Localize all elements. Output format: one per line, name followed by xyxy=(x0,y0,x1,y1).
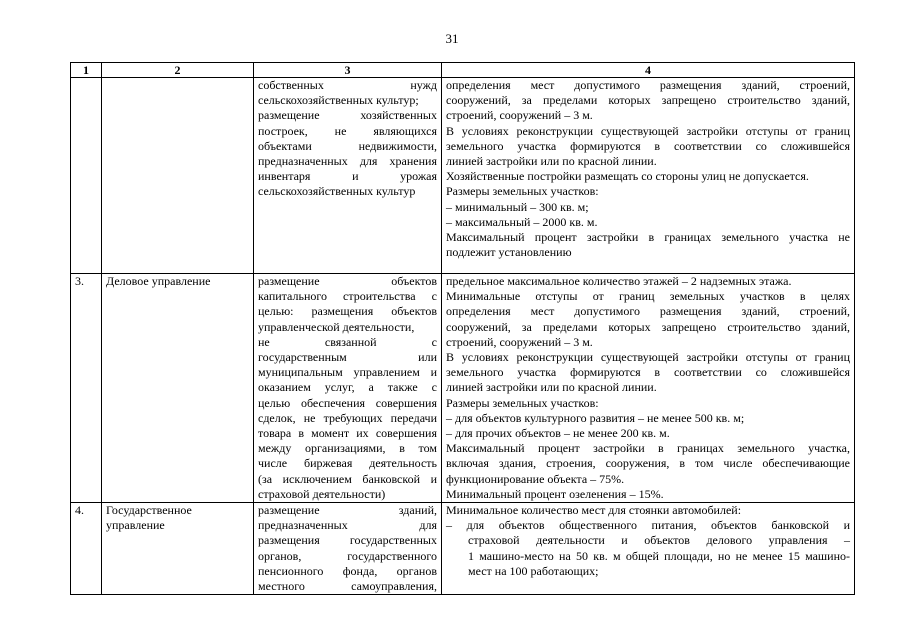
row-number: 3. xyxy=(71,274,102,503)
text-line: страховой деятельности и объектов делового управления – xyxy=(468,533,850,548)
text-line: Минимальные отступы от границ земельных участков в целях xyxy=(446,289,850,304)
use-description xyxy=(254,78,442,274)
header-col-2: 2 xyxy=(102,63,254,78)
text-line: муниципальным управлением и xyxy=(258,365,437,380)
header-col-4: 4 xyxy=(442,63,855,78)
text-line: Минимальный процент озеленения – 15%. xyxy=(446,486,664,501)
use-description xyxy=(254,503,442,595)
text-line: построек, не являющихся xyxy=(258,123,437,138)
list-item: – максимальный – 2000 кв. м. xyxy=(446,214,598,229)
text-line: линией застройки или по красной линии. xyxy=(446,380,657,395)
text-line: товара в момент их совершения xyxy=(258,426,437,441)
text-line: земельного участка формируются в соответствии со сложившейся xyxy=(446,365,850,380)
text-line: определения мест допустимого размещения зданий, строений, xyxy=(446,78,850,92)
row-number: 4. xyxy=(71,503,102,595)
text-line: Максимальный процент застройки в границах земельного участка не xyxy=(446,230,850,245)
use-type-name xyxy=(102,78,254,274)
text-line: размещения государственных xyxy=(258,533,437,548)
text-line: предельное максимальное количество этажей – 2 надземных этажа. xyxy=(446,274,792,288)
header-col-1: 1 xyxy=(71,63,102,78)
text-line: оказанием услуг, а также с xyxy=(258,380,437,395)
list-item: – для прочих объектов – не менее 200 кв. м. xyxy=(446,426,670,441)
text-line: Максимальный процент застройки в границах земельного участка, xyxy=(446,441,850,456)
parameters xyxy=(442,503,855,595)
text-line: строений, сооружений – 3 м. xyxy=(446,108,593,123)
text-line: Размеры земельных участков: xyxy=(446,184,599,199)
text-line: земельного участка формируются в соответствии со сложившейся xyxy=(446,138,850,153)
use-description xyxy=(254,274,442,503)
text-line: целью обеспечения совершения xyxy=(258,395,437,410)
parameters xyxy=(442,274,855,503)
text-line: числе биржевая деятельность xyxy=(258,456,437,471)
text-line: капитального строительства с xyxy=(258,289,437,304)
text-line: между организациями, в том xyxy=(258,441,437,456)
use-type-name: Государственное управление xyxy=(102,503,254,595)
text-line: размещение объектов xyxy=(258,274,437,288)
page-number: 31 xyxy=(445,31,459,46)
text-line: местного самоуправления, xyxy=(258,579,437,594)
text-line: В условиях реконструкции существующей застройки отступы от границ xyxy=(446,123,850,138)
use-type-name: Деловое управление xyxy=(102,274,254,503)
text-line: Минимальное количество мест для стоянки автомобилей: xyxy=(446,503,742,518)
regulations-table xyxy=(70,62,855,595)
table-row xyxy=(71,78,855,274)
list-item: – для объектов культурного развития – не менее 500 кв. м; xyxy=(446,410,745,425)
text-line: Хозяйственные постройки размещать со стороны улиц не допускается. xyxy=(446,169,809,184)
text-line: Размеры земельных участков: xyxy=(446,395,599,410)
text-line: размещение хозяйственных xyxy=(258,108,437,123)
text-line: сельскохозяйственных культур xyxy=(258,184,416,199)
parameters xyxy=(442,78,855,274)
text-line: страховой деятельности) xyxy=(258,486,386,501)
text-line: определения мест допустимого размещения зданий, строений, xyxy=(446,304,850,319)
text-line: В условиях реконструкции существующей застройки отступы от границ xyxy=(446,350,850,365)
table-row xyxy=(71,274,855,503)
list-item: – для объектов общественного питания, объектов банковской и xyxy=(446,518,850,533)
text-line: управленческой деятельности, xyxy=(258,319,415,334)
table-row xyxy=(71,503,855,595)
text-line: функционирование объекта – 75%. xyxy=(446,471,625,486)
header-col-3: 3 xyxy=(254,63,442,78)
text-line: предназначенных для хранения xyxy=(258,154,437,169)
text-line: подлежит установлению xyxy=(446,245,572,260)
text-line: сооружений, за пределами которых запрещено строительство зданий, xyxy=(446,93,850,108)
text-line: строений, сооружений – 3 м. xyxy=(446,334,593,349)
text-line: мест на 100 работающих; xyxy=(468,563,599,578)
text-line: пенсионного фонда, органов xyxy=(258,563,437,578)
text-line: включая здания, строения, сооружения, в том числе обеспечивающие xyxy=(446,456,850,471)
text-line: 1 машино-место на 50 кв. м общей площади, но не менее 15 машино- xyxy=(468,548,850,563)
text-line: органов, государственного xyxy=(258,548,437,563)
text-line: сооружений, за пределами которых запрещено строительство зданий, xyxy=(446,319,850,334)
text-line: государственным или xyxy=(258,350,437,365)
text-line: сельскохозяйственных культур; xyxy=(258,93,419,108)
text-line: размещение зданий, xyxy=(258,503,437,518)
text-line: (за исключением банковской и xyxy=(258,471,437,486)
row-number xyxy=(71,78,102,274)
list-item: – минимальный – 300 кв. м; xyxy=(446,199,589,214)
text-line: предназначенных для xyxy=(258,518,437,533)
text-line: инвентаря и урожая xyxy=(258,169,437,184)
text-line: не связанной с xyxy=(258,334,437,349)
text-line: целью: размещения объектов xyxy=(258,304,437,319)
text-line: линией застройки или по красной линии. xyxy=(446,154,657,169)
text-line: сделок, не требующих передачи xyxy=(258,410,437,425)
text-line: собственных нужд xyxy=(258,78,437,92)
table-header-row xyxy=(71,63,855,78)
text-line: объектами недвижимости, xyxy=(258,138,437,153)
